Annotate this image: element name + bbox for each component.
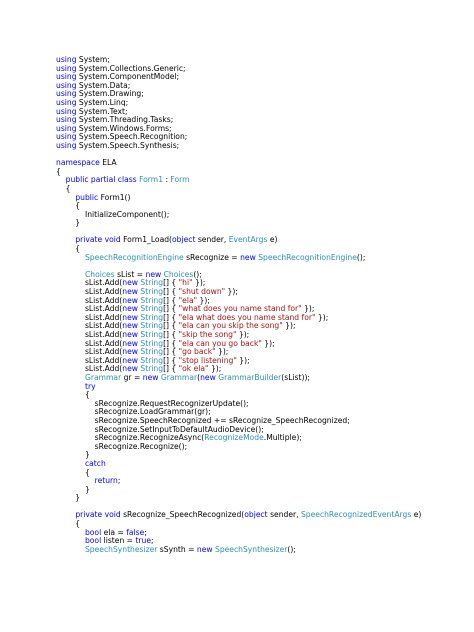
code-string: "ok ela"	[178, 364, 209, 374]
code-line	[56, 443, 466, 452]
code-line	[56, 254, 466, 263]
code-line	[56, 460, 466, 469]
code-text: });	[215, 347, 229, 357]
code-type: String	[140, 347, 164, 357]
code-listing	[56, 56, 466, 554]
code-keyword: new	[122, 338, 138, 348]
code-keyword: using	[56, 72, 77, 82]
code-text: {	[56, 467, 90, 477]
code-text: });	[192, 278, 206, 288]
code-string: "ela can you go back"	[178, 338, 262, 348]
code-line	[56, 546, 466, 555]
code-keyword: private void	[75, 510, 121, 520]
code-text: });	[236, 330, 250, 339]
code-text: System.ComponentModel;	[76, 72, 180, 82]
code-keyword: using	[56, 97, 77, 107]
code-type: String	[140, 287, 164, 297]
code-line	[56, 477, 466, 486]
code-line	[56, 211, 466, 220]
code-line	[56, 151, 466, 160]
code-text: sRecognize.RecognizeAsync(	[56, 433, 205, 443]
code-text: System;	[76, 55, 110, 64]
code-text: });	[208, 364, 222, 374]
code-text: });	[315, 312, 329, 322]
code-text: {	[56, 166, 61, 176]
code-text: sRecognize.Recognize();	[56, 441, 188, 451]
code-keyword: public partial class	[65, 175, 137, 185]
code-text: [] {	[163, 355, 179, 365]
code-keyword: new	[122, 312, 138, 322]
code-keyword: new	[122, 278, 138, 288]
code-text: System.Linq;	[76, 97, 129, 107]
code-type: Form1	[139, 175, 164, 185]
code-type: SpeechRecognitionEngine	[258, 252, 357, 262]
code-keyword: try	[84, 381, 96, 391]
code-text: System.Drawing;	[76, 89, 144, 99]
code-type: String	[140, 321, 164, 331]
code-line	[56, 486, 466, 495]
code-type: Grammar	[160, 372, 198, 382]
code-text: {	[56, 390, 90, 400]
code-text: sender,	[195, 235, 229, 245]
code-text	[56, 545, 85, 554]
code-keyword: new	[200, 372, 216, 382]
code-text: [] {	[163, 312, 179, 322]
code-keyword: using	[56, 89, 77, 99]
code-text: }	[56, 484, 90, 494]
code-type: SpeechRecognitionEngine	[84, 252, 184, 262]
code-string: "hi"	[178, 278, 193, 288]
code-text: sSynth =	[157, 544, 197, 554]
code-keyword: using	[56, 63, 77, 73]
code-keyword: new	[122, 347, 138, 357]
code-text: (	[197, 372, 201, 382]
code-text: {	[56, 201, 81, 211]
code-type: RecognizeMode	[204, 433, 264, 443]
code-text: sList.Add(	[56, 364, 123, 374]
code-keyword: new	[122, 364, 138, 374]
code-text: [] {	[163, 278, 179, 288]
code-line	[56, 142, 466, 151]
code-type: String	[140, 355, 164, 365]
code-keyword: using	[56, 132, 77, 142]
code-text: ;	[144, 527, 147, 537]
code-string: "stop listening"	[178, 355, 237, 365]
code-string: "go back"	[178, 347, 216, 357]
code-text: System.Collections.Generic;	[76, 63, 186, 73]
code-text: sRecognize =	[183, 252, 241, 262]
code-keyword: new	[240, 252, 256, 262]
code-keyword: new	[122, 321, 138, 331]
code-text: ela =	[101, 527, 127, 537]
code-text: {	[56, 244, 81, 254]
code-keyword: public	[75, 192, 99, 202]
code-text: sList.Add(	[56, 338, 123, 348]
code-line	[56, 194, 466, 203]
code-line	[56, 374, 466, 383]
code-keyword: using	[56, 115, 77, 125]
code-text: :	[163, 175, 171, 185]
code-text: [] {	[163, 330, 179, 339]
code-text: });	[197, 295, 210, 305]
code-line	[56, 494, 466, 503]
code-text: ();	[287, 544, 296, 554]
code-text: System.Windows.Forms;	[76, 123, 172, 133]
code-type: String	[140, 278, 164, 288]
code-keyword: object	[172, 235, 196, 245]
code-text: {	[56, 519, 81, 529]
code-line	[56, 176, 466, 185]
code-text: Form1_Load(	[120, 235, 173, 245]
code-keyword: catch	[84, 458, 106, 468]
code-text: System.Data;	[76, 80, 131, 90]
code-text: sList.Add(	[56, 287, 123, 297]
code-keyword: new	[145, 269, 162, 279]
code-text: sList.Add(	[56, 355, 123, 365]
code-type: String	[140, 338, 164, 348]
code-text: sRecognize_SpeechRecognized(	[120, 510, 245, 520]
code-type: Choices	[84, 269, 115, 279]
code-keyword: new	[122, 287, 138, 297]
code-keyword: namespace	[56, 158, 100, 168]
code-text: System.Speech.Recognition;	[76, 132, 188, 142]
code-text: ();	[356, 252, 366, 262]
code-type: GrammarBuilder	[218, 372, 282, 382]
code-text: [] {	[163, 287, 179, 297]
code-text: ();	[193, 269, 202, 279]
code-text: e)	[411, 510, 422, 520]
code-string: "skip the song"	[178, 330, 237, 339]
code-text: });	[282, 321, 296, 331]
code-type: SpeechSynthesizer	[215, 544, 288, 554]
code-keyword: using	[56, 106, 77, 116]
code-text: });	[261, 338, 275, 348]
code-keyword: new	[142, 372, 159, 382]
code-text: sList.Add(	[56, 304, 123, 314]
code-text: [] {	[163, 338, 179, 348]
code-text: sList.Add(	[56, 321, 123, 331]
code-keyword: bool	[84, 536, 102, 546]
code-type: String	[140, 295, 164, 305]
code-keyword: return	[94, 476, 118, 486]
code-keyword: new	[122, 355, 138, 365]
code-text: [] {	[163, 295, 179, 305]
code-text: sRecognize.SetInputToDefaultAudioDevice();	[56, 424, 264, 434]
code-keyword: false	[126, 527, 145, 537]
code-keyword: using	[56, 55, 77, 64]
code-text	[56, 253, 85, 262]
code-text: sList.Add(	[56, 295, 123, 305]
code-text: ;	[117, 476, 121, 486]
code-line	[56, 383, 466, 392]
code-text: ;	[151, 536, 154, 546]
code-text: System.Threading.Tasks;	[76, 115, 174, 125]
code-text: [] {	[163, 304, 179, 314]
code-keyword: using	[56, 123, 77, 133]
code-text: (sList));	[281, 372, 310, 382]
code-type: Choices	[163, 269, 194, 279]
code-keyword: bool	[84, 527, 102, 537]
code-text: sList.Add(	[56, 330, 123, 339]
code-line	[56, 451, 466, 460]
code-type: String	[140, 312, 164, 322]
code-text: sRecognize.RequestRecognizerUpdate();	[56, 398, 249, 408]
code-line	[56, 236, 466, 245]
code-text: {	[56, 183, 71, 193]
code-text: sender,	[267, 510, 301, 520]
code-text: });	[301, 304, 315, 314]
code-text: Form1()	[98, 192, 131, 202]
code-text: System.Speech.Synthesis;	[76, 140, 180, 150]
code-text: e)	[267, 235, 278, 245]
code-text: }	[56, 450, 90, 460]
code-text: listen =	[101, 536, 136, 546]
code-line	[56, 159, 466, 168]
code-keyword: new	[122, 295, 138, 305]
code-string: "shut down"	[178, 287, 226, 297]
code-text: }	[56, 218, 81, 228]
code-text: sRecognize.SpeechRecognized += sRecognize_SpeechRecognized;	[56, 415, 350, 425]
code-keyword: new	[122, 304, 138, 314]
code-keyword: using	[56, 140, 77, 150]
code-keyword: private void	[75, 235, 121, 245]
code-keyword: new	[122, 330, 138, 339]
code-keyword: using	[56, 80, 77, 90]
code-type: EventArgs	[228, 235, 268, 245]
code-text: System.Text;	[76, 106, 128, 116]
code-string: "what does you name stand for"	[178, 304, 302, 314]
code-text: sList.Add(	[56, 347, 123, 357]
code-text: sList =	[114, 269, 146, 279]
code-text: .Multiple);	[263, 433, 302, 443]
code-type: Form	[170, 175, 190, 185]
code-type: Grammar	[84, 372, 122, 382]
code-keyword: new	[196, 544, 213, 554]
code-keyword: object	[244, 510, 268, 520]
code-keyword: true	[135, 536, 152, 546]
code-text: [] {	[163, 321, 179, 331]
code-string: "ela can you skip the song"	[178, 321, 283, 331]
code-text: ELA	[99, 158, 117, 168]
code-text: InitializeComponent();	[56, 209, 170, 219]
code-type: SpeechSynthesizer	[84, 544, 158, 554]
code-text: [] {	[163, 347, 179, 357]
code-text: }	[56, 493, 81, 503]
code-text: sRecognize.LoadGrammar(gr);	[56, 407, 211, 417]
code-string: "ela"	[178, 295, 198, 305]
code-text: [] {	[163, 364, 179, 374]
code-line	[56, 219, 466, 228]
code-string: "ela what does you name stand for"	[178, 312, 316, 322]
code-text: sList.Add(	[56, 278, 123, 288]
code-type: String	[140, 330, 164, 339]
code-text: gr =	[121, 372, 143, 382]
code-line	[56, 511, 466, 520]
code-type: SpeechRecognizedEventArgs	[300, 510, 412, 520]
code-text: sList.Add(	[56, 312, 123, 322]
code-text: });	[236, 355, 250, 365]
code-type: String	[140, 364, 164, 374]
code-type: String	[140, 304, 164, 314]
code-text: });	[225, 287, 238, 297]
